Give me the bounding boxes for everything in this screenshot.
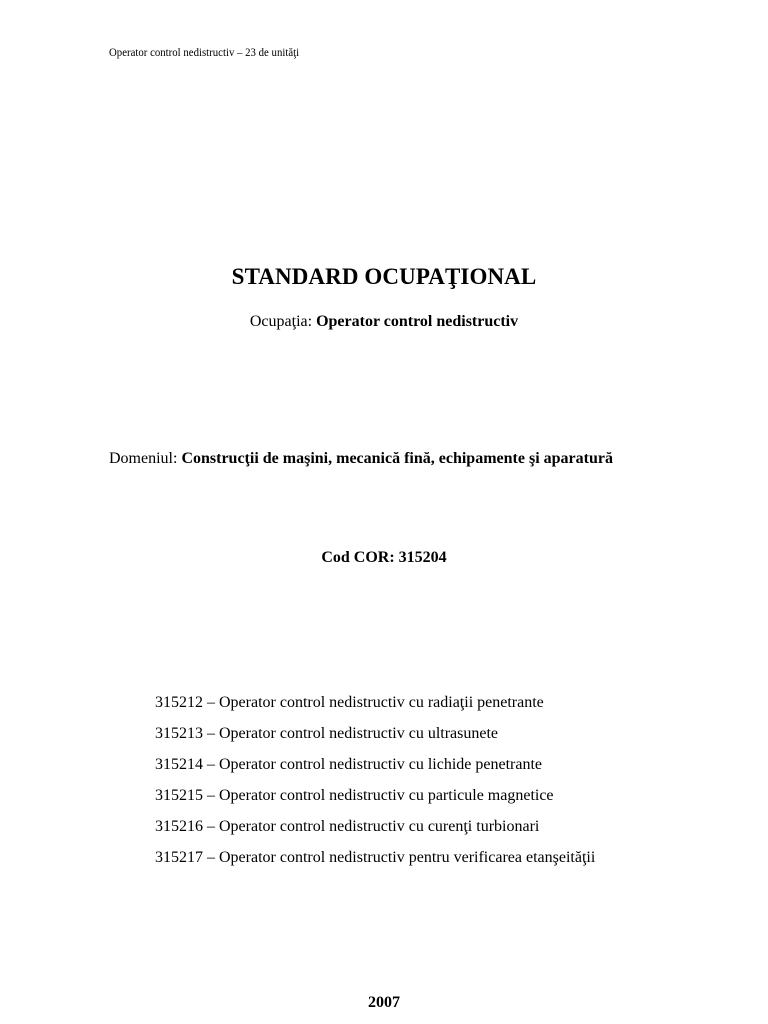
- domain-line: [109, 450, 613, 468]
- document-title: STANDARD OCUPAŢIONAL: [231, 264, 537, 289]
- list-item: 315214 – Operator control nedistructiv cu lichide penetrante: [155, 756, 542, 773]
- list-item: 315213 – Operator control nedistructiv cu ultrasunete: [155, 725, 499, 742]
- occupation-value: Operator control nedistructiv: [316, 313, 519, 330]
- occupation-label: Ocupaţia:: [249, 313, 317, 330]
- domain-value: Construcţii de maşini, mecanică fină, echipamente şi aparatură: [181, 450, 613, 467]
- occupation-line: [0, 313, 768, 331]
- list-item: 315215 – Operator control nedistructiv cu particule magnetice: [155, 787, 554, 804]
- running-header: Operator control nedistructiv – 23 de unităţi: [109, 45, 300, 59]
- list-item: 315216 – Operator control nedistructiv cu curenţi turbionari: [155, 818, 540, 835]
- cor-code-list: [155, 693, 595, 879]
- cod-cor: Cod COR: 315204: [321, 549, 447, 566]
- document-year: 2007: [368, 994, 400, 1011]
- list-item: 315217 – Operator control nedistructiv pentru verificarea etanşeităţii: [155, 849, 596, 866]
- list-item: 315212 – Operator control nedistructiv cu radiaţii penetrante: [155, 694, 544, 711]
- domain-label: Domeniul:: [109, 450, 182, 467]
